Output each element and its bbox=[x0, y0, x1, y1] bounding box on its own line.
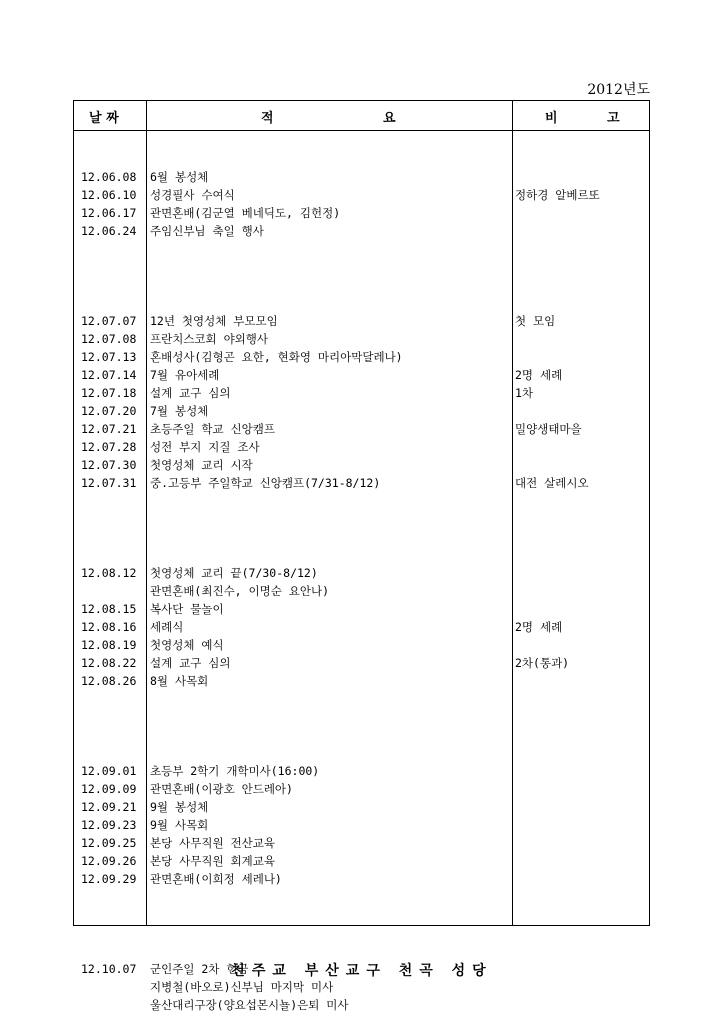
row-note: 대전 살레시오 bbox=[515, 476, 589, 490]
row-note: 첫 모임 bbox=[515, 314, 556, 328]
table-row bbox=[74, 564, 649, 582]
row-spacer bbox=[74, 690, 649, 726]
row-spacer bbox=[74, 528, 649, 564]
table-row bbox=[74, 762, 649, 780]
row-description: 프란치스코회 야외행사 bbox=[150, 332, 269, 346]
table-row bbox=[74, 420, 649, 438]
row-description: 설계 교구 심의 bbox=[150, 386, 231, 400]
table-row bbox=[74, 852, 649, 870]
row-description: 첫영성체 교리 끝(7/30-8/12) bbox=[150, 566, 318, 580]
row-date: 12.06.24 bbox=[81, 224, 137, 238]
row-description: 지병철(바오로)신부님 마지막 미사 bbox=[150, 980, 334, 994]
row-date: 12.06.17 bbox=[81, 206, 137, 220]
row-description: 관면혼배(김군열 베네딕도, 김헌정) bbox=[150, 206, 341, 220]
table-row bbox=[74, 636, 649, 654]
row-date: 12.08.12 bbox=[81, 566, 137, 580]
row-date: 12.10.07 bbox=[81, 962, 137, 976]
row-note: 밀양생태마을 bbox=[515, 422, 582, 436]
footer-parish-name: 천주교 부산교구 천곡 성당 bbox=[231, 963, 493, 979]
table-row bbox=[74, 348, 649, 366]
header-description-right: 요 bbox=[383, 111, 396, 126]
table-row bbox=[74, 456, 649, 474]
row-description: 중.고등부 주일학교 신앙캠프(7/31-8/12) bbox=[150, 476, 381, 490]
table-row bbox=[74, 186, 649, 204]
row-date: 12.09.21 bbox=[81, 800, 137, 814]
row-spacer bbox=[74, 492, 649, 528]
row-date: 12.08.16 bbox=[81, 620, 137, 634]
row-description: 초등부 2학기 개학미사(16:00) bbox=[150, 764, 320, 778]
row-description: 9월 봉성체 bbox=[150, 800, 209, 814]
table-row bbox=[74, 402, 649, 420]
row-date: 12.07.21 bbox=[81, 422, 137, 436]
row-date: 12.09.26 bbox=[81, 854, 137, 868]
row-spacer bbox=[74, 888, 649, 924]
row-spacer bbox=[74, 924, 649, 960]
table-row bbox=[74, 780, 649, 798]
table-row bbox=[74, 582, 649, 600]
row-date: 12.07.20 bbox=[81, 404, 137, 418]
row-date: 12.09.23 bbox=[81, 818, 137, 832]
row-description: 7월 유아세례 bbox=[150, 368, 220, 382]
row-date: 12.08.22 bbox=[81, 656, 137, 670]
row-date: 12.09.25 bbox=[81, 836, 137, 850]
row-description: 군인주일 2차 헌금 bbox=[150, 962, 249, 976]
row-description: 관면혼배(이광호 안드레아) bbox=[150, 782, 293, 796]
table-row bbox=[74, 312, 649, 330]
row-description: 6월 봉성체 bbox=[150, 170, 209, 184]
table-body bbox=[74, 150, 649, 1014]
row-note: 2명 세례 bbox=[515, 368, 563, 382]
header-date: 날 짜 bbox=[89, 111, 119, 126]
row-description: 12년 첫영성체 부모모임 bbox=[150, 314, 278, 328]
table-row bbox=[74, 618, 649, 636]
table-row bbox=[74, 168, 649, 186]
table-row bbox=[74, 834, 649, 852]
table-row bbox=[74, 798, 649, 816]
table-row bbox=[74, 816, 649, 834]
row-description: 설계 교구 심의 bbox=[150, 656, 231, 670]
row-date: 12.08.19 bbox=[81, 638, 137, 652]
row-date: 12.08.26 bbox=[81, 674, 137, 688]
table-row bbox=[74, 222, 649, 240]
row-date: 12.07.08 bbox=[81, 332, 137, 346]
table-row bbox=[74, 978, 649, 996]
row-description: 8월 사목회 bbox=[150, 674, 209, 688]
table-row bbox=[74, 384, 649, 402]
table-row bbox=[74, 870, 649, 888]
row-description: 세례식 bbox=[150, 620, 184, 634]
row-date: 12.09.01 bbox=[81, 764, 137, 778]
row-description: 9월 사목회 bbox=[150, 818, 209, 832]
row-date: 12.07.31 bbox=[81, 476, 137, 490]
row-description: 본당 사무직원 전산교육 bbox=[150, 836, 275, 850]
row-date: 12.07.13 bbox=[81, 350, 137, 364]
header-divider bbox=[74, 130, 649, 131]
row-description: 첫영성체 교리 시작 bbox=[150, 458, 253, 472]
row-spacer bbox=[74, 726, 649, 762]
table-row bbox=[74, 600, 649, 618]
row-note: 2명 세례 bbox=[515, 620, 563, 634]
row-spacer bbox=[74, 276, 649, 312]
row-date: 12.06.10 bbox=[81, 188, 137, 202]
table-row bbox=[74, 996, 649, 1014]
row-description: 성전 부지 지질 조사 bbox=[150, 440, 260, 454]
row-note: 1차 bbox=[515, 386, 534, 400]
table-row bbox=[74, 474, 649, 492]
table-row bbox=[74, 654, 649, 672]
table-row bbox=[74, 366, 649, 384]
row-date: 12.07.28 bbox=[81, 440, 137, 454]
table-row bbox=[74, 438, 649, 456]
row-date: 12.06.08 bbox=[81, 170, 137, 184]
document-year: 2012년도 bbox=[587, 82, 650, 98]
row-description: 복사단 물놀이 bbox=[150, 602, 224, 616]
row-description: 관면혼배(이희정 세레나) bbox=[150, 872, 282, 886]
row-description: 혼배성사(김형곤 요한, 현화영 마리아막달레나) bbox=[150, 350, 403, 364]
row-date: 12.07.07 bbox=[81, 314, 137, 328]
row-description: 주임신부님 축일 행사 bbox=[150, 224, 264, 238]
row-description: 울산대리구장(양요섭몬시뇰)은퇴 미사 bbox=[150, 998, 349, 1012]
row-date: 12.09.29 bbox=[81, 872, 137, 886]
row-description: 본당 사무직원 회계교육 bbox=[150, 854, 275, 868]
row-date: 12.07.30 bbox=[81, 458, 137, 472]
row-description: 초등주일 학교 신앙캠프 bbox=[150, 422, 275, 436]
table-row bbox=[74, 330, 649, 348]
row-note: 정하경 알베르또 bbox=[515, 188, 600, 202]
table-row bbox=[74, 204, 649, 222]
table-row bbox=[74, 672, 649, 690]
row-description: 관면혼배(최진수, 이명순 요안나) bbox=[150, 584, 330, 598]
header-note-right: 고 bbox=[607, 111, 620, 126]
row-note: 2차(통과) bbox=[515, 656, 570, 670]
header-note-left: 비 bbox=[545, 111, 558, 126]
row-spacer bbox=[74, 240, 649, 276]
header-description-left: 적 bbox=[261, 111, 274, 126]
row-description: 7월 봉성체 bbox=[150, 404, 209, 418]
row-date: 12.08.15 bbox=[81, 602, 137, 616]
row-date: 12.09.09 bbox=[81, 782, 137, 796]
row-description: 성경필사 수여식 bbox=[150, 188, 235, 202]
row-date: 12.07.14 bbox=[81, 368, 137, 382]
row-description: 첫영성체 예식 bbox=[150, 638, 224, 652]
row-date: 12.07.18 bbox=[81, 386, 137, 400]
table-row bbox=[74, 150, 649, 168]
